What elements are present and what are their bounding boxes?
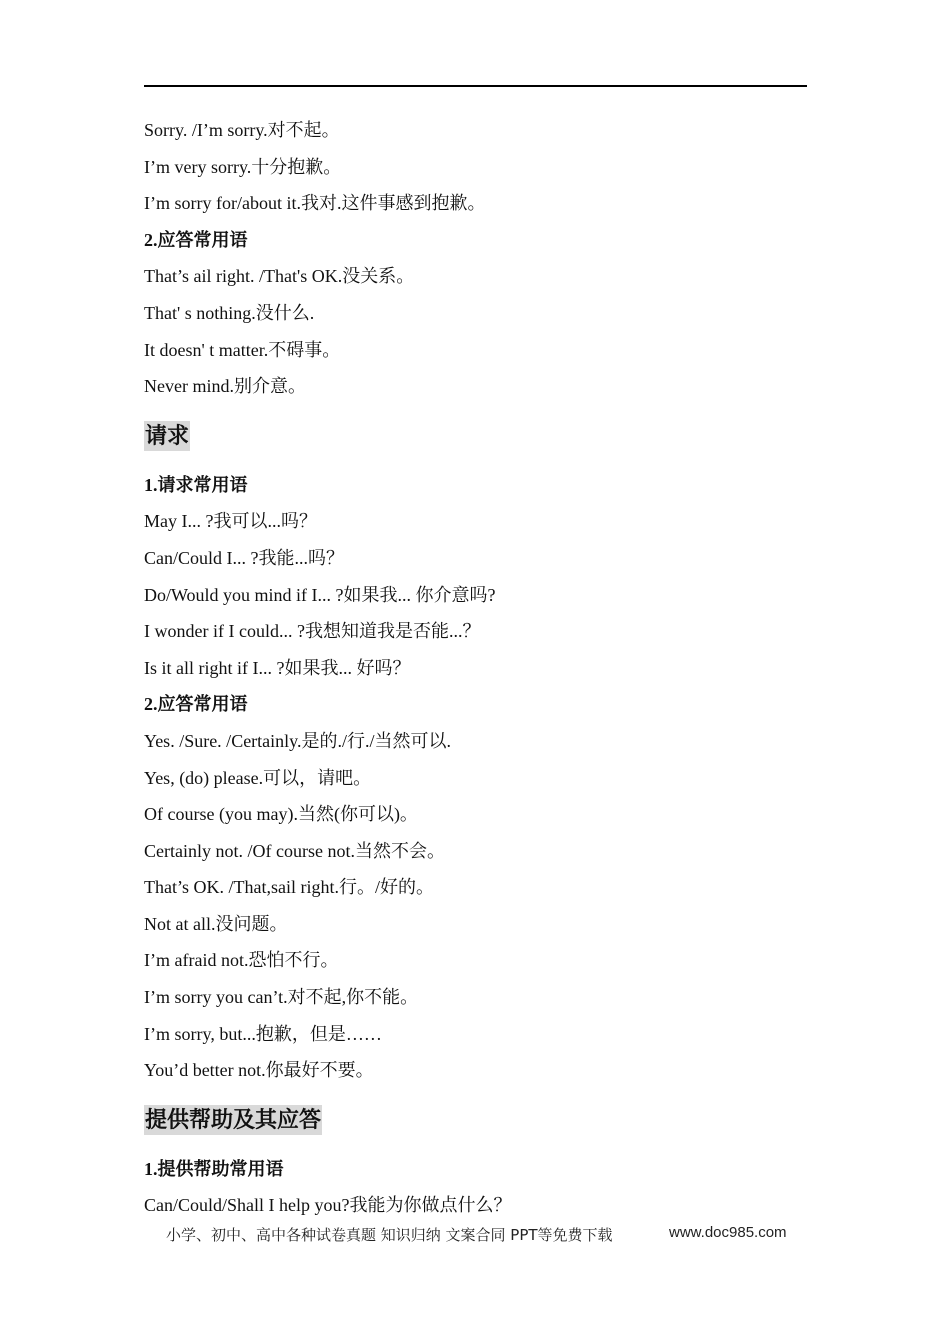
text-line: Do/Would you mind if I... ?如果我... 你介意吗? xyxy=(144,584,496,605)
footer-url: www.doc985.com xyxy=(669,1224,787,1241)
section-title: 提供帮助及其应答 xyxy=(144,1105,322,1135)
text-line: I’m sorry, but...抱歉，但是…… xyxy=(144,1023,382,1044)
text-line: Certainly not. /Of course not.当然不会。 xyxy=(144,840,445,861)
text-line: Sorry. /I’m sorry.对不起。 xyxy=(144,120,340,140)
text-line: That' s nothing.没什么. xyxy=(144,302,315,323)
subheading: 2.应答常用语 xyxy=(144,229,248,250)
text-line: Never mind.别介意。 xyxy=(144,376,306,397)
text-line: Is it all right if I... ?如果我... 好吗？ xyxy=(144,657,411,678)
text-line: I’m sorry for/about it.我对.这件事感到抱歉。 xyxy=(144,193,486,214)
text-line: I’m afraid not.恐怕不行。 xyxy=(144,950,339,971)
text-line: That’s OK. /That,sail right.行。/好的。 xyxy=(144,877,434,898)
text-line: I’m sorry you can’t.对不起,你不能。 xyxy=(144,987,419,1008)
text-line: Not at all.没问题。 xyxy=(144,913,288,934)
text-line: That’s ail right. /That's OK.没关系。 xyxy=(144,266,415,287)
footer-text: 小学、初中、高中各种试卷真题 知识归纳 文案合同 PPT等免费下载 xyxy=(166,1226,613,1244)
header-rule xyxy=(144,85,807,87)
section-title: 请求 xyxy=(144,421,190,451)
section-request xyxy=(144,405,807,467)
document-body xyxy=(144,112,807,1224)
section-help xyxy=(144,1089,807,1151)
text-line: Of course (you may).当然(你可以)。 xyxy=(144,804,418,825)
text-line: It doesn' t matter.不碍事。 xyxy=(144,339,341,360)
text-line: Yes. /Sure. /Certainly.是的./行./当然可以. xyxy=(144,730,452,751)
text-line: Can/Could/Shall I help you?我能为你做点什么？ xyxy=(144,1195,512,1216)
page-footer xyxy=(166,1224,806,1245)
text-line: Yes, (do) please.可以，请吧。 xyxy=(144,767,372,788)
subheading: 1.提供帮助常用语 xyxy=(144,1158,284,1179)
text-line: You’d better not.你最好不要。 xyxy=(144,1060,374,1081)
subheading: 2.应答常用语 xyxy=(144,694,248,715)
text-line: I’m very sorry.十分抱歉。 xyxy=(144,156,342,177)
text-line: I wonder if I could... ?我想知道我是否能...？ xyxy=(144,621,481,642)
subheading: 1.请求常用语 xyxy=(144,474,248,495)
text-line: Can/Could I... ?我能...吗？ xyxy=(144,547,344,568)
text-line: May I... ?我可以...吗？ xyxy=(144,511,317,532)
